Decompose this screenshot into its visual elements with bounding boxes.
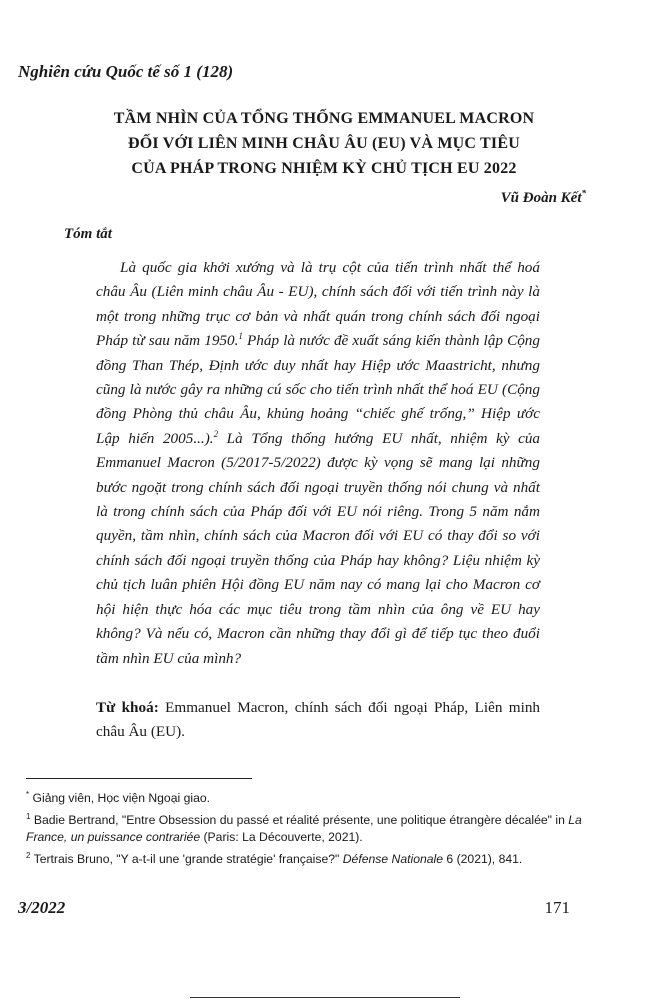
abstract-heading: Tóm tắt (64, 226, 112, 242)
footnote-ref-1: 1 (238, 331, 243, 342)
issue-date: 3/2022 (18, 898, 66, 917)
footnote-1 (26, 808, 584, 847)
footnote-1-text-b: (Paris: La Découverte, 2021). (200, 830, 363, 845)
footnote-1-text-a: Badie Bertrand, "Entre Obsession du passé et réalité présente, une politique étrangère décalée" in (30, 812, 569, 827)
abstract-part-1: Là quốc gia khởi xướng và là trụ cột của tiến trình nhất thể hoá châu Âu (Liên minh châu Âu - EU), chính sách đối với tiến trình này là một trong những trục cơ bản và nhất quán trong chính sách đối ngoại Pháp từ sau năm 1950. (96, 259, 540, 350)
keywords-text: Emmanuel Macron, chính sách đối ngoại Pháp, Liên minh châu Âu (EU). (96, 699, 541, 741)
abstract-part-3: Là Tổng thống hướng EU nhất, nhiệm kỳ của Emmanuel Macron (5/2017-5/2022) được kỳ vọng sẽ mang lại những bước ngoặt trong chính sách đối ngoại truyền thống nói chung và nhất là trong chính sách của Pháp đối với EU nói riêng. Trong 5 năm nắm quyền, tầm nhìn, chính sách của Macron đối với EU có thay đổi so với chính sách đối ngoại truyền thống của Pháp hay không? Liệu nhiệm kỳ chủ tịch luân phiên Hội đồng EU năm nay có mang lại cho Macron cơ hội hiện thực hóa các mục tiêu trong tầm nhìn của ông về EU hay không? Và nếu có, Macron cần những thay đổi gì để tiếp tục theo đuổi tầm nhìn EU của mình? (96, 429, 541, 667)
title-line-3: CỦA PHÁP TRONG NHIỆM KỲ CHỦ TỊCH EU 2022 (131, 160, 517, 177)
author-name: Vũ Đoàn Kết (500, 190, 582, 206)
title-line-1: TẦM NHÌN CỦA TỔNG THỐNG EMMANUEL MACRON (113, 110, 535, 127)
footnote-author (26, 786, 584, 808)
page-number: 171 (544, 898, 570, 917)
footnote-author-text: Giảng viên, Học viện Ngoại giao. (29, 791, 211, 806)
footnote-1-book-title: La France, un puissance contrariée (26, 812, 582, 845)
footnote-author-marker: * (26, 790, 30, 799)
footnote-2 (26, 847, 584, 869)
bottom-divider (190, 997, 460, 998)
author-footnote-marker: * (581, 188, 586, 198)
abstract-body (96, 256, 540, 671)
footnote-ref-2: 2 (213, 428, 219, 439)
footnote-2-marker: 2 (26, 850, 31, 860)
footnote-1-marker: 1 (26, 811, 31, 821)
footnote-2-text-a: Tertrais Bruno, "Y a-t-il une 'grande stratégie' française?" (30, 851, 343, 866)
keywords-label: Từ khoá: (96, 699, 159, 716)
footnote-2-text-b: 6 (2021), 841. (443, 851, 523, 866)
author (501, 188, 586, 207)
title-line-2: ĐỐI VỚI LIÊN MINH CHÂU ÂU (EU) VÀ MỤC TIÊU (128, 135, 520, 152)
footnote-divider (26, 778, 252, 779)
footnote-2-journal-title: Défense Nationale (342, 851, 444, 866)
footnotes (26, 786, 584, 868)
article-title (40, 106, 608, 181)
keywords (96, 696, 540, 745)
abstract-part-2: Pháp là nước đề xuất sáng kiến thành lập Cộng đồng Than Thép, Định ước duy nhất hay Hiệp ước Maastricht, nhưng cũng là nước gây ra những cú sốc cho tiến trình nhất thể hoá EU (Cộng đồng Phòng thủ châu Âu, khủng hoảng “chiếc ghế trống,” Hiệp ước Lập hiến 2005...). (96, 332, 540, 447)
journal-header: Nghiên cứu Quốc tế số 1 (128) (18, 62, 234, 81)
